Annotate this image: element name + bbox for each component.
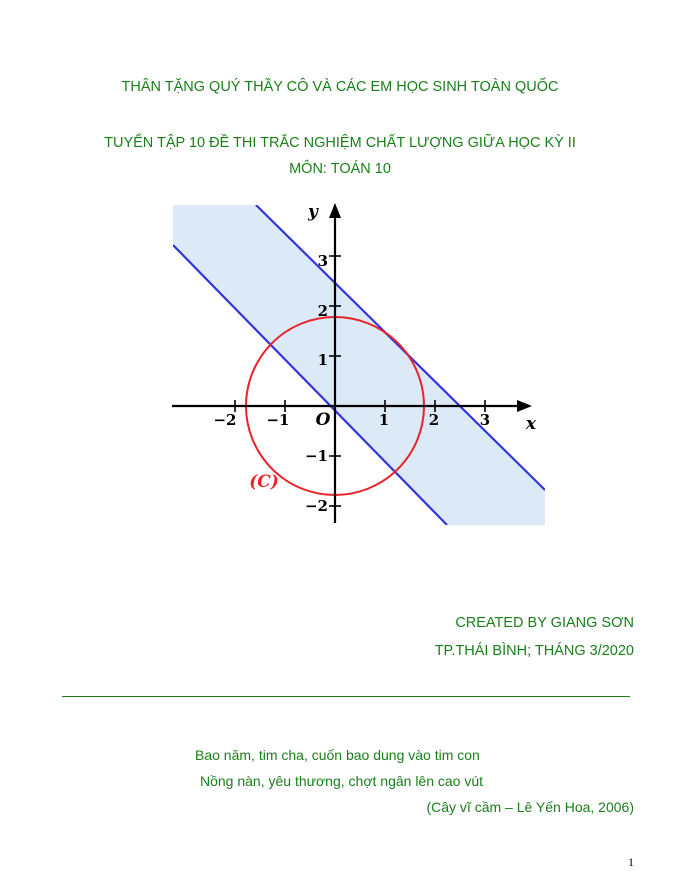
y-axis-label: y [308,202,318,222]
dedication-heading: THÂN TẶNG QUÝ THẦY CÔ VÀ CÁC EM HỌC SINH TOÀN QUỐC [121,79,559,95]
x-axis-arrow [517,400,532,412]
y-tick-label: 2 [317,302,328,320]
y-tick-label: 1 [317,351,328,369]
x-tick-label: 3 [479,411,491,429]
origin-label: O [315,410,331,430]
coordinate-figure [168,197,548,529]
poem-citation: (Cây vĩ cầm – Lê Yến Hoa, 2006) [426,799,634,815]
x-tick-label: −2 [213,411,237,429]
circle-label: (C) [249,472,279,492]
poem-line-1: Bao năm, tim cha, cuốn bao dung vào tim con [195,747,480,763]
x-tick-label: 2 [428,411,440,429]
y-tick-label: −1 [304,447,328,465]
shaded-band [173,205,545,525]
poem-line-2: Nồng nàn, yêu thương, chợt ngân lên cao vút [200,773,484,789]
y-axis-arrow [329,203,341,218]
section-divider [62,696,630,697]
y-tick-label: −2 [304,497,328,515]
page-number: 1 [628,855,634,869]
collection-title: TUYỂN TẬP 10 ĐỀ THI TRẮC NGHIỆM CHẤT LƯỢNG GIỮA HỌC KỲ II [104,135,576,151]
x-tick-label: −1 [266,411,290,429]
place-date: TP.THÁI BÌNH; THÁNG 3/2020 [434,643,634,659]
y-tick-label: 3 [317,252,328,270]
x-tick-label: 1 [378,411,390,429]
x-axis-label: x [525,414,537,434]
author-credit: CREATED BY GIANG SƠN [455,615,634,631]
subject-line: MÔN: TOÁN 10 [289,161,391,177]
